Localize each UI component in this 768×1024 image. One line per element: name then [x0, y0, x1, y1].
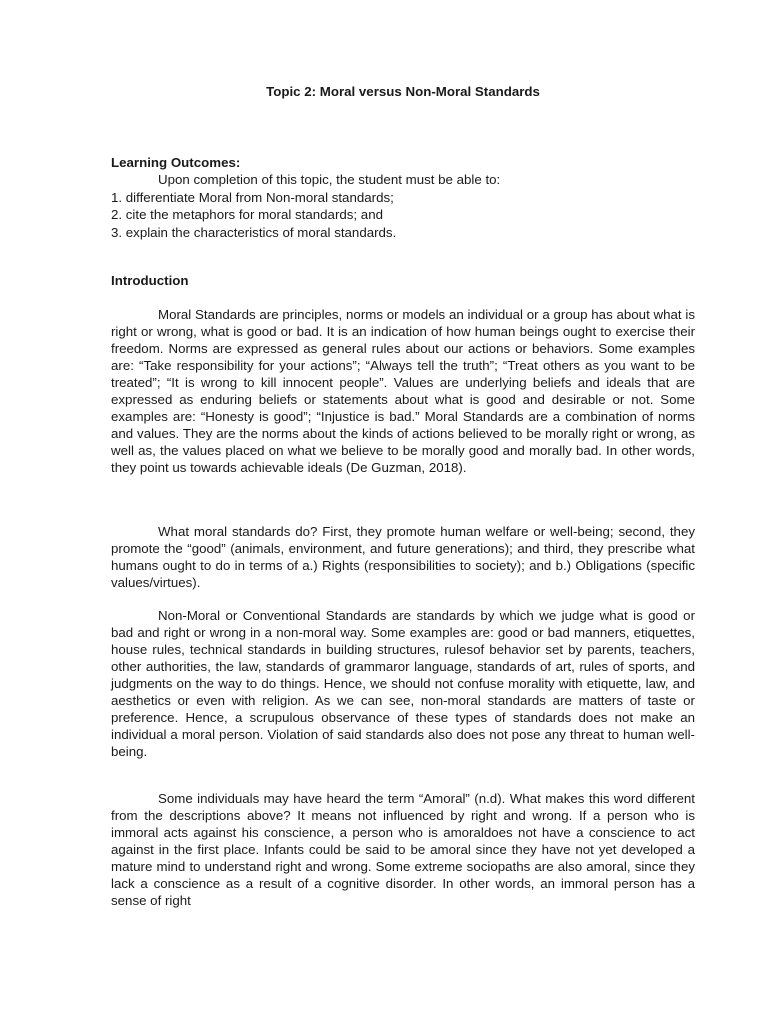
list-item: 2. cite the metaphors for moral standards; and: [111, 207, 383, 223]
document-title: Topic 2: Moral versus Non-Moral Standards: [266, 84, 540, 99]
learning-outcomes-list: [111, 189, 396, 241]
list-item: 3. explain the characteristics of moral standards.: [111, 224, 397, 240]
learning-outcomes-intro: Upon completion of this topic, the student must be able to:: [158, 172, 501, 187]
paragraph-amoral: Some individuals may have heard the term “Amoral” (n.d). What makes this word different from the descriptions above? It means not influenced by right and wrong. If a person who is immoral acts against his conscience, a person who is amoraldoes not have a conscience to act against in the first place. Infants could be said to be amoral since they have not yet developed a mature mind to understand right and wrong. Some extreme sociopaths are also amoral, since they lack a conscience as a result of a cognitive disorder. In other words, an immoral person has a sense of right: [111, 791, 695, 908]
introduction-heading: Introduction: [111, 273, 189, 288]
list-item: 1. differentiate Moral from Non-moral standards;: [111, 190, 394, 205]
paragraph-what-moral-standards-do: What moral standards do? First, they promote human welfare or well-being; second, they promote the “good” (animals, environment, and future generations); and third, they prescribe what humans ought to do in terms of a.) Rights (responsibilities to society); and b.) Obligations (specific values/virtues).: [111, 524, 695, 590]
paragraph-moral-standards: Moral Standards are principles, norms or models an individual or a group has about what is right or wrong, what is good or bad. It is an indication of how human beings ought to exercise their freedom. Norms are expressed as general rules about our actions or behaviors. Some examples are: “Take responsibility for your actions”; “Always tell the truth”; “Treat others as you want to be treated”; “It is wrong to kill innocent people”. Values are underlying beliefs and ideals that are expressed as enduring beliefs or statements about what is good and desirable or not. Some examples are: “Honesty is good”; “Injustice is bad.” Moral Standards are a combination of norms and values. They are the norms about the kinds of actions believed to be morally right or wrong, as well as, the values placed on what we believe to be morally good and morally bad. In other words, they point us towards achievable ideals (De Guzman, 2018).: [111, 307, 695, 475]
paragraph-non-moral-standards: Non-Moral or Conventional Standards are standards by which we judge what is good or bad and right or wrong in a non-moral way. Some examples are: good or bad manners, etiquettes, house rules, technical standards in building structures, rulesof behavior set by parents, teachers, other authorities, the law, standards of grammaror language, standards of art, rules of sports, and judgments on the way to do things. Hence, we should not confuse morality with etiquette, law, and aesthetics or even with religion. As we can see, non-moral standards are matters of taste or preference. Hence, a scrupulous observance of these types of standards does not make an individual a moral person. Violation of said standards also does not pose any threat to human well-being.: [111, 608, 695, 759]
learning-outcomes-heading: Learning Outcomes:: [111, 155, 241, 170]
